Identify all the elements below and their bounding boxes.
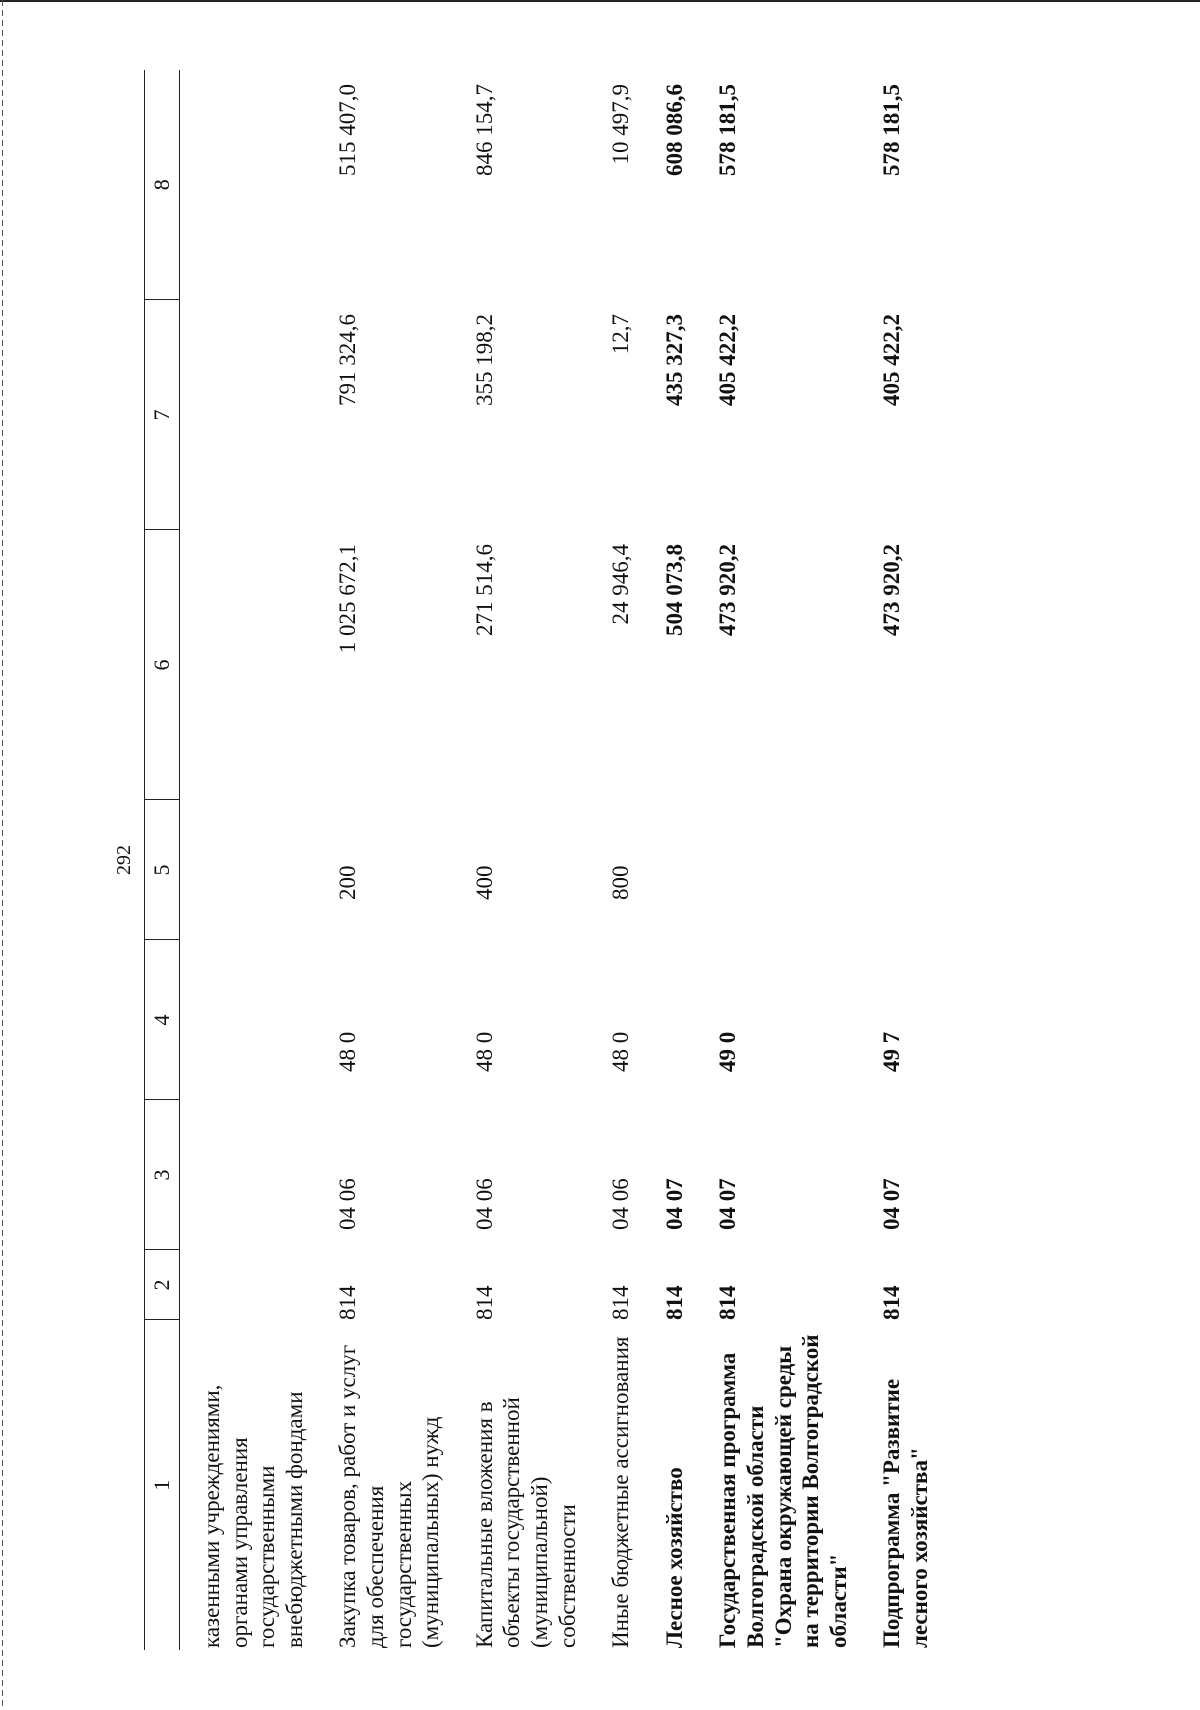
row-name-cell: Лесное хозяйство <box>661 1467 687 1648</box>
scan-edge-top <box>0 0 1200 2</box>
row-value-col6-cell: 504 073,8 <box>661 544 687 636</box>
row-value-col7-cell: 435 327,3 <box>661 314 687 406</box>
row-section-cell: 04 07 <box>715 1178 741 1230</box>
row-section-cell: 04 06 <box>471 1178 497 1230</box>
table-row <box>688 70 852 1650</box>
row-grbs-cell: 814 <box>661 1285 687 1320</box>
row-section-cell: 04 07 <box>661 1178 687 1230</box>
scan-edge-left <box>2 0 3 1710</box>
row-section-cell <box>180 1100 309 1250</box>
row-name-cell: Капитальные вложения в объекты государственной (муниципальной) собственности <box>471 1397 580 1648</box>
row-value-col7-cell <box>180 300 309 530</box>
table-row <box>308 70 444 1650</box>
table-row <box>635 70 689 1650</box>
row-expense-type-cell: 800 <box>608 865 634 900</box>
column-header-1: 1 <box>145 1320 180 1650</box>
column-header-2: 2 <box>145 1250 180 1320</box>
rotated-page <box>80 70 1080 1650</box>
row-expense-type-cell: 400 <box>471 865 497 900</box>
row-section-cell: 04 06 <box>608 1178 634 1230</box>
row-value-col8-cell: 578 181,5 <box>879 84 905 176</box>
table-row <box>852 70 933 1650</box>
row-value-col6-cell <box>180 530 309 800</box>
row-target-item-cell <box>635 940 689 1100</box>
row-grbs-cell: 814 <box>471 1285 497 1320</box>
row-target-item-cell: 48 0 <box>608 1031 634 1072</box>
column-header-3: 3 <box>145 1100 180 1250</box>
row-expense-type-cell <box>635 800 689 940</box>
row-target-item-cell: 48 0 <box>471 1031 497 1072</box>
row-value-col7-cell: 405 422,2 <box>715 314 741 406</box>
budget-table <box>144 70 933 1650</box>
row-target-item-cell: 49 7 <box>879 1031 905 1072</box>
table-row <box>581 70 635 1650</box>
row-value-col8-cell: 515 407,0 <box>335 84 361 176</box>
row-expense-type-cell <box>852 800 933 940</box>
row-grbs-cell: 814 <box>879 1285 905 1320</box>
table-row <box>180 70 309 1650</box>
row-value-col7-cell: 405 422,2 <box>879 314 905 406</box>
row-name-cell: Закупка товаров, работ и услуг для обеспечения государственных (муниципальных) нужд <box>335 1344 444 1648</box>
row-name-cell: казенными учреждениями, органами управления государственными внебюджетными фондами <box>199 1384 307 1648</box>
row-grbs-cell: 814 <box>335 1285 361 1320</box>
row-value-col6-cell: 24 946,4 <box>608 544 634 625</box>
column-header-8: 8 <box>145 70 180 300</box>
row-section-cell: 04 07 <box>879 1178 905 1230</box>
row-grbs-cell <box>180 1250 309 1320</box>
row-value-col6-cell: 473 920,2 <box>715 544 741 636</box>
row-expense-type-cell <box>180 800 309 940</box>
row-value-col8-cell: 10 497,9 <box>608 84 634 165</box>
row-value-col6-cell: 473 920,2 <box>879 544 905 636</box>
row-target-item-cell: 48 0 <box>335 1031 361 1072</box>
row-value-col6-cell: 1 025 672,1 <box>335 544 361 654</box>
column-header-5: 5 <box>145 800 180 940</box>
header-row <box>145 70 180 1650</box>
column-header-6: 6 <box>145 530 180 800</box>
row-name-cell: Государственная программа Волгоградской области "Охрана окружающей среды на территории Волгоградской области" <box>715 1334 851 1648</box>
row-expense-type-cell: 200 <box>335 865 361 900</box>
row-section-cell: 04 06 <box>335 1178 361 1230</box>
table-body <box>180 70 934 1650</box>
column-header-4: 4 <box>145 940 180 1100</box>
row-value-col7-cell: 12,7 <box>608 314 634 355</box>
row-name-cell: Иные бюджетные ассигнования <box>608 1336 634 1648</box>
row-target-item-cell <box>180 940 309 1100</box>
row-expense-type-cell <box>688 800 852 940</box>
row-value-col8-cell: 608 086,6 <box>661 84 687 176</box>
row-value-col8-cell: 846 154,7 <box>471 84 497 176</box>
row-name-cell: Подпрограмма "Развитие лесного хозяйства" <box>879 1378 932 1648</box>
row-value-col6-cell: 271 514,6 <box>471 544 497 636</box>
table-row <box>445 70 581 1650</box>
row-value-col8-cell <box>180 70 309 300</box>
row-value-col7-cell: 355 198,2 <box>471 314 497 406</box>
row-grbs-cell: 814 <box>608 1285 634 1320</box>
row-value-col7-cell: 791 324,6 <box>335 314 361 406</box>
row-target-item-cell: 49 0 <box>715 1031 741 1072</box>
row-value-col8-cell: 578 181,5 <box>715 84 741 176</box>
table-header <box>145 70 180 1650</box>
row-grbs-cell: 814 <box>715 1285 741 1320</box>
page-number: 292 <box>113 845 135 875</box>
column-header-7: 7 <box>145 300 180 530</box>
